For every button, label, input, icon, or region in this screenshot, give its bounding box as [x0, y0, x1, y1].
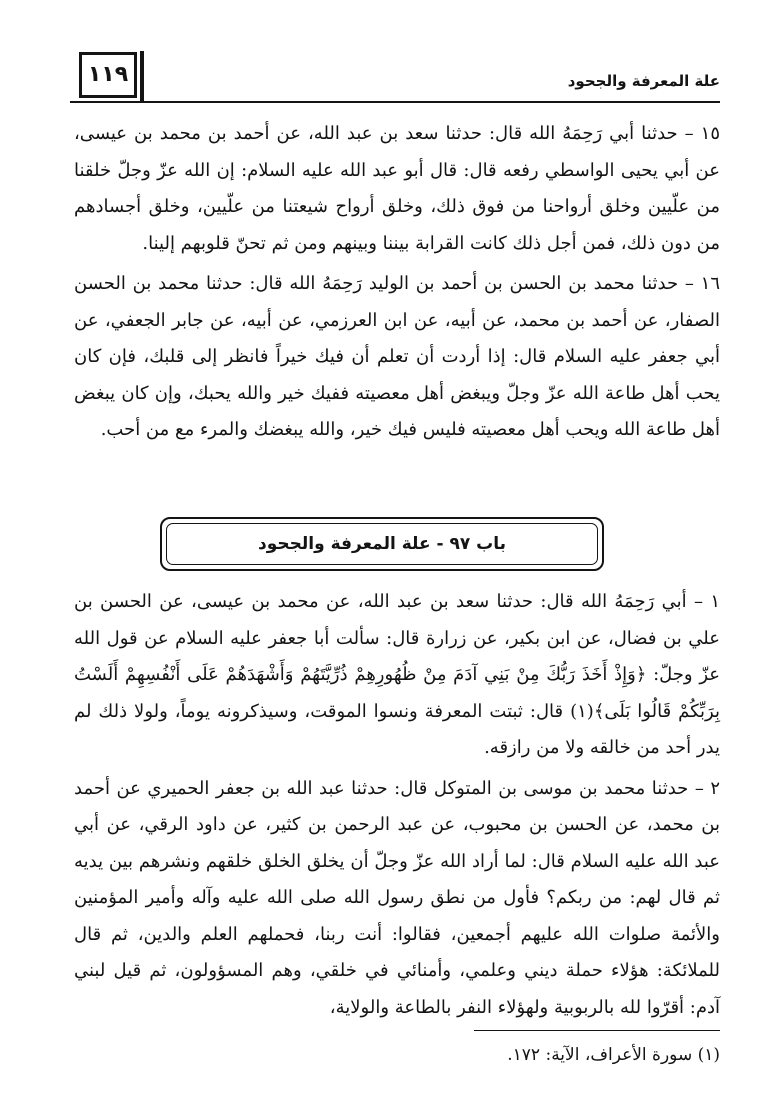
body-text-bottom [74, 584, 720, 1026]
hadith-paragraph-2: ٢ – حدثنا محمد بن موسى بن المتوكل قال: حدثنا عبد الله بن جعفر الحميري عن أحمد بن محمد، عن الحسن بن محبوب، عن عبد الرحمن بن كثير، عن داود الرقي، عن أبي عبد الله عليه السلام قال: لما أراد الله عزّ وجلّ أن يخلق الخلق خلقهم ونشرهم بين يديه ثم قال لهم: من ربكم؟ فأول من نطق رسول الله صلى الله عليه وآله وأمير المؤمنين والأئمة صلوات الله عليهم أجمعين، فقالوا: أنت ربنا، فحملهم العلم والدين، ثم قال للملائكة: هؤلاء حملة ديني وعلمي، وأمنائي في خلقي، وهم المسؤولون، ثم قيل لبني آدم: أقرّوا لله بالربوبية ولهؤلاء النفر بالطاعة والولاية، [74, 777, 720, 1018]
footnote: (١) سورة الأعراف، الآية: ١٧٢. [507, 1045, 720, 1065]
body-text-top [74, 116, 720, 449]
running-title: علة المعرفة والجحود [567, 72, 720, 90]
header-divider [140, 51, 144, 101]
footnote-divider [474, 1030, 720, 1031]
hadith-paragraph-1: ١ – أبي رَحِمَهُ الله قال: حدثنا سعد بن عبد الله، عن محمد بن عيسى، عن الحسن بن علي بن فضال، عن ابن بكير، عن زرارة قال: سألت أبا جعفر عليه السلام عن قول الله عزّ وجلّ: ﴿وَإِذْ أَخَذَ رَبُّكَ مِنْ بَنِي آدَمَ مِنْ ظُهُورِهِمْ ذُرِّيَّتَهُمْ وَأَشْهَدَهُمْ عَلَى أَنْفُسِهِمْ أَلَسْتُ بِرَبِّكُمْ قَالُوا بَلَى﴾(١) قال: ثبتت المعرفة ونسوا الموقت، وسيذكرونه يوماً، ولولا ذلك لم يدر أحد من خالقه ولا من رازقه. [74, 591, 721, 758]
page-number: ١١٩ [79, 52, 137, 98]
chapter-heading-box [160, 517, 604, 571]
page-header [70, 47, 720, 103]
hadith-paragraph-15: ١٥ – حدثنا أبي رَحِمَهُ الله قال: حدثنا سعد بن عبد الله، عن أحمد بن محمد بن عيسى، عن أبي يحيى الواسطي رفعه قال: قال أبو عبد الله عليه السلام: إن الله عزّ وجلّ خلقنا من علّيين وخلق أرواحنا من فوق ذلك، وخلق أرواح شيعتنا من علّيين، وخلق أجسادهم من دون ذلك، فمن أجل ذلك كانت القرابة بيننا وبينهم ومن ثم تحنّ قلوبهم إلينا. [74, 123, 720, 254]
chapter-title: باب ٩٧ - علة المعرفة والجحود [166, 523, 598, 565]
hadith-paragraph-16: ١٦ – حدثنا محمد بن الحسن بن أحمد بن الوليد رَحِمَهُ الله قال: حدثنا محمد بن الحسن الصفار، عن أحمد بن محمد، عن أبيه، عن ابن العرزمي، عن أبيه، عن جابر الجعفي، عن أبي جعفر عليه السلام قال: إذا أردت أن تعلم أن فيك خيراً فانظر إلى قلبك، فإن كان يحب أهل طاعة الله عزّ وجلّ ويبغض أهل معصيته ففيك خير والله يحبك، وإن كان يبغض أهل طاعة الله ويحب أهل معصيته فليس فيك خير، والله يبغضك والمرء مع من أحب. [74, 273, 720, 440]
